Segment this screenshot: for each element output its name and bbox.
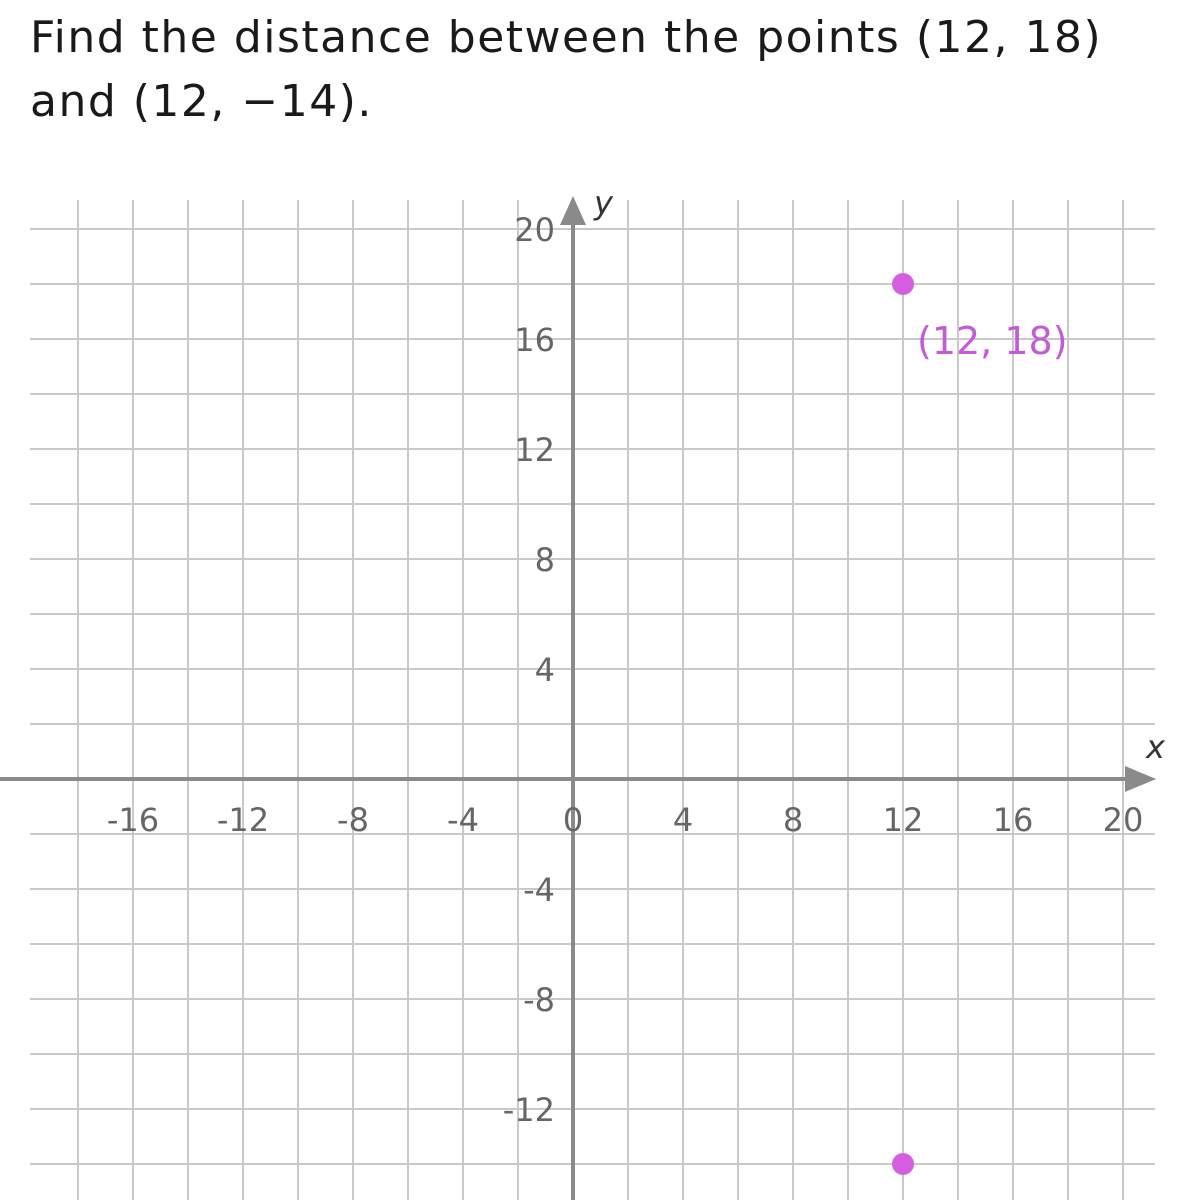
y-tick-label: -8 (523, 981, 555, 1019)
data-point (892, 273, 914, 295)
y-tick-label: 20 (514, 211, 555, 249)
question-line-2: and (12, −14). (30, 76, 373, 127)
y-tick-label: 16 (514, 321, 555, 359)
x-axis-arrow (1125, 766, 1156, 792)
x-tick-label: -12 (216, 801, 270, 839)
x-tick-label: -4 (447, 801, 479, 839)
x-tick-label: -8 (337, 801, 369, 839)
y-tick-label: 8 (534, 541, 555, 579)
x-tick-label: 12 (882, 801, 924, 839)
x-tick-label: 20 (1102, 801, 1144, 839)
y-tick-label: -12 (502, 1091, 555, 1129)
x-tick-label: 0 (562, 801, 584, 839)
y-tick-label: 12 (514, 431, 555, 469)
data-point-label: (12, 18) (917, 319, 1068, 363)
x-axis-label: x (1146, 728, 1165, 766)
y-tick-label: -4 (523, 871, 555, 909)
question-line-1: Find the distance between the points (12, 18) (30, 12, 1103, 63)
y-tick-label: 4 (534, 651, 555, 689)
x-tick-label: 4 (672, 801, 694, 839)
x-tick-label: 8 (782, 801, 804, 839)
y-axis-label: y (594, 184, 613, 222)
y-axis-arrow (560, 196, 586, 225)
x-tick-label: 16 (992, 801, 1034, 839)
data-point (892, 1153, 914, 1175)
x-tick-label: -16 (106, 801, 160, 839)
